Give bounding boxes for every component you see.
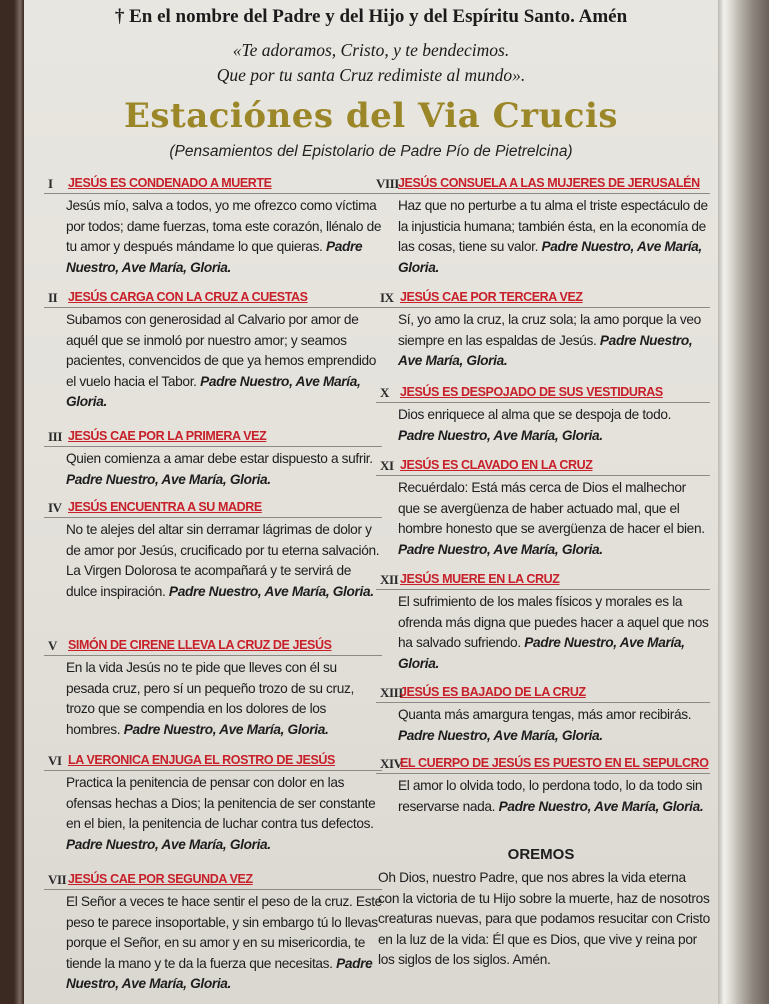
station-reflection: Quien comienza a amar debe estar dispuesto a sufrir. <box>66 451 373 466</box>
station-3 <box>44 426 382 490</box>
station-header <box>44 635 382 656</box>
page-title: Estaciónes del Via Crucis <box>123 96 619 136</box>
station-prayer: Padre Nuestro, Ave María, Gloria. <box>398 427 603 443</box>
station-title: JESÚS ENCUENTRA A SU MADRE <box>68 500 262 514</box>
station-prayer: Padre Nuestro, Ave María, Gloria. <box>398 332 693 368</box>
station-number: IX <box>380 290 394 305</box>
station-text <box>398 196 710 278</box>
station-prayer: Padre Nuestro, Ave María, Gloria. <box>398 541 603 557</box>
station-header <box>376 682 710 703</box>
station-text <box>66 196 382 278</box>
station-header <box>44 497 382 518</box>
station-text <box>398 405 710 446</box>
station-prayer: Padre Nuestro, Ave María, Gloria. <box>398 239 702 275</box>
station-number: IV <box>48 500 62 515</box>
oremos-text: Oh Dios, nuestro Padre, que nos abres la vida eterna con la victoria de tu Hijo sobre la muerte, haz de nosotros creaturas nuevas, para que podamos resucitar con Cristo en la luz de la vida: Él que es Dios, que vive y reina por los siglos de los siglos. Amén. <box>378 870 710 967</box>
station-1 <box>44 173 382 278</box>
station-10 <box>376 382 710 446</box>
station-reflection: Quanta más amargura tengas, más amor recibirás. <box>398 707 692 722</box>
station-reflection: El sufrimiento de los males físicos y morales es la ofrenda más digna que puedes hacer a aquel que nos ha salvado sufriendo. <box>398 594 709 650</box>
station-reflection: Recuérdalo: Está más cerca de Dios el malhechor que se avergüenza de haber actuado mal, que el hombre honesto que se avergüenza de hacer el bien. <box>398 480 705 536</box>
station-header <box>44 173 382 194</box>
station-number: X <box>380 385 389 400</box>
station-reflection: Haz que no perturbe a tu alma el triste espectáculo de la injusticia humana; también ésta, en la economía de las cosas, tiene su valor. <box>398 198 708 254</box>
station-prayer: Padre Nuestro, Ave María, Gloria. <box>123 721 329 737</box>
station-header <box>376 173 710 194</box>
opening-quote <box>24 38 718 88</box>
station-text <box>66 520 382 602</box>
station-text <box>66 892 382 995</box>
station-number: II <box>48 290 58 305</box>
station-reflection: Jesús mío, salva a todos, yo me ofrezco como víctima por todos; dame fuerzas, toma este corazón, llénalo de tu amor y después mándame lo que quieras. <box>66 198 382 254</box>
station-title: JESÚS CAE POR SEGUNDA VEZ <box>68 872 253 886</box>
station-text <box>66 658 382 740</box>
station-11 <box>376 455 710 560</box>
station-header <box>44 750 382 771</box>
prayer-card <box>24 0 718 1004</box>
station-header <box>44 287 382 308</box>
station-prayer: Padre Nuestro, Ave María, Gloria. <box>66 239 363 275</box>
station-number: VI <box>48 753 62 768</box>
station-12 <box>376 569 710 674</box>
station-4 <box>44 497 382 602</box>
station-number: XIII <box>380 685 403 700</box>
station-prayer: Padre Nuestro, Ave María, Gloria. <box>398 727 603 743</box>
station-title: JESÚS CAE POR LA PRIMERA VEZ <box>68 429 267 443</box>
station-reflection: Dios enriquece al alma que se despoja de todo. <box>398 407 672 422</box>
station-7 <box>44 869 382 995</box>
station-title: EL CUERPO DE JESÚS ES PUESTO EN EL SEPULCRO <box>400 756 709 770</box>
oremos-heading: OREMOS <box>507 846 575 863</box>
station-text <box>66 773 382 855</box>
station-header <box>376 382 710 403</box>
station-number: XII <box>380 572 399 587</box>
station-2 <box>44 287 382 413</box>
station-prayer: Padre Nuestro, Ave María, Gloria. <box>66 373 361 409</box>
station-reflection: Subamos con generosidad al Calvario por amor de aquél que se inmoló por nuestro amor; y seamos pacientes, convencidos de que ya hemos emprendido el vuelo hacia el Tabor. <box>66 312 377 389</box>
station-number: XI <box>380 458 394 473</box>
station-number: I <box>48 176 53 191</box>
station-header <box>44 869 382 890</box>
station-number: III <box>48 429 62 444</box>
station-text <box>398 592 710 674</box>
station-header <box>44 426 382 447</box>
station-reflection: No te alejes del altar sin derramar lágrimas de dolor y de amor por Jesús, crucificado por tu eterna salvación. La Virgen Dolorosa te acompañará y te servirá de dulce inspiración. <box>66 522 380 599</box>
station-8 <box>376 173 710 278</box>
station-title: SIMÓN DE CIRENE LLEVA LA CRUZ DE JESÚS <box>68 638 332 652</box>
station-title: JESÚS CONSUELA A LAS MUJERES DE JERUSALÉN <box>398 176 700 190</box>
station-prayer: Padre Nuestro, Ave María, Gloria. <box>398 635 685 671</box>
quote-line-2: Que por tu santa Cruz redimiste al mundo». <box>216 65 526 85</box>
station-prayer: Padre Nuestro, Ave María, Gloria. <box>168 583 374 599</box>
station-title: JESÚS ES DESPOJADO DE SUS VESTIDURAS <box>400 385 663 399</box>
station-reflection: Sí, yo amo la cruz, la cruz sola; la amo porque la veo siempre en las espaldas de Jesús. <box>398 312 701 348</box>
station-number: XIV <box>380 756 403 771</box>
station-13 <box>376 682 710 746</box>
page-subtitle: (Pensamientos del Epistolario de Padre Pío de Pietrelcina) <box>169 143 573 160</box>
station-title: JESÚS ES CONDENADO A MUERTE <box>68 176 272 190</box>
station-header <box>376 753 710 774</box>
station-reflection: El amor lo olvida todo, lo perdona todo, lo da todo sin reservarse nada. <box>398 778 703 814</box>
station-text <box>398 478 710 560</box>
station-prayer: Padre Nuestro, Ave María, Gloria. <box>66 836 271 852</box>
station-prayer: Padre Nuestro, Ave María, Gloria. <box>66 471 271 487</box>
card-edge <box>718 0 769 1004</box>
station-text <box>398 705 710 746</box>
station-number: V <box>48 638 57 653</box>
invocation: † En el nombre del Padre y del Hijo y del Espíritu Santo. Amén <box>114 6 628 27</box>
station-text <box>66 449 382 490</box>
station-number: VII <box>48 872 67 887</box>
station-text <box>66 310 382 413</box>
station-title: JESÚS MUERE EN LA CRUZ <box>400 572 560 586</box>
station-title: JESÚS CARGA CON LA CRUZ A CUESTAS <box>68 290 308 304</box>
station-title: LA VERONICA ENJUGA EL ROSTRO DE JESÚS <box>68 753 335 767</box>
station-text <box>398 776 710 817</box>
station-title: JESÚS CAE POR TERCERA VEZ <box>400 290 583 304</box>
quote-line-1: «Te adoramos, Cristo, y te bendecimos. <box>232 40 510 60</box>
station-header <box>376 287 710 308</box>
station-reflection: El Señor a veces te hace sentir el peso de la cruz. Este peso te parece insoportable, y sin embargo tú lo llevas porque el Señor, en su amor y en su misericordia, te tiende la mano y te da la fuerza que necesitas. <box>66 894 382 971</box>
station-text <box>398 310 710 372</box>
station-6 <box>44 750 382 855</box>
station-prayer: Padre Nuestro, Ave María, Gloria. <box>66 955 373 991</box>
station-reflection: En la vida Jesús no te pide que lleves con él su pesada cruz, pero sí un pequeño trozo de su cruz, trozo que se compendia en los dolores de los hombres. <box>66 660 354 737</box>
station-reflection: Practica la penitencia de pensar con dolor en las ofensas hechas a Dios; la penitencia de ser constante en el bien, la penitencia de luchar contra tus defectos. <box>66 775 376 831</box>
station-title: JESÚS ES BAJADO DE LA CRUZ <box>400 685 586 699</box>
station-number: VIII <box>376 176 399 191</box>
station-prayer: Padre Nuestro, Ave María, Gloria. <box>498 798 704 814</box>
station-9 <box>376 287 710 372</box>
station-header <box>376 569 710 590</box>
station-14 <box>376 753 710 817</box>
station-title: JESÚS ES CLAVADO EN LA CRUZ <box>400 458 593 472</box>
station-header <box>376 455 710 476</box>
station-5 <box>44 635 382 740</box>
